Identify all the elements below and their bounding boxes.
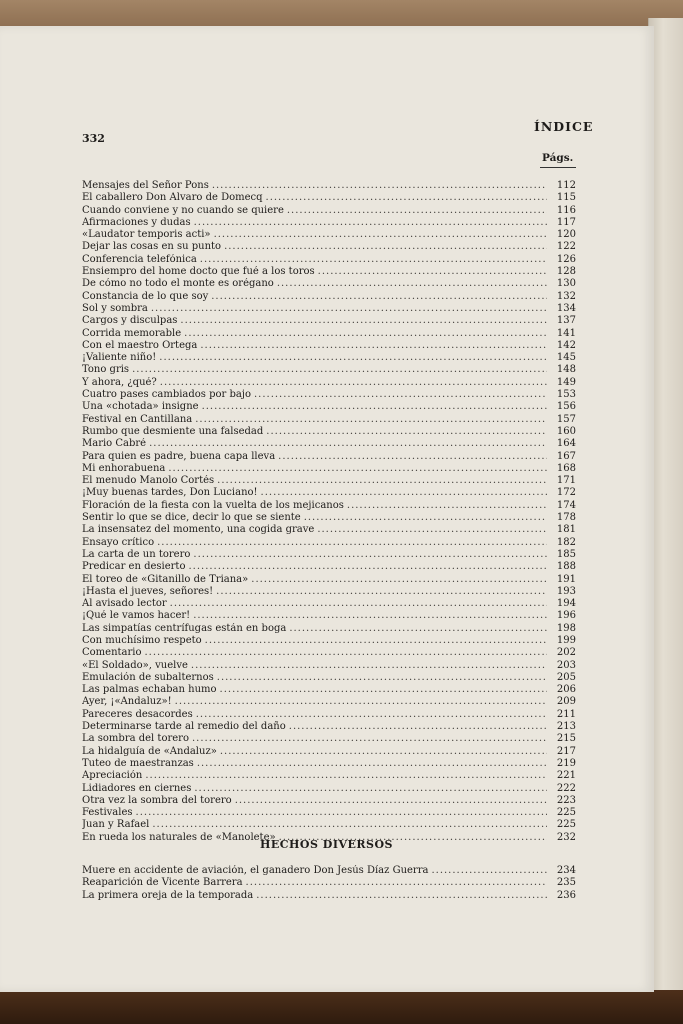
dot-leader bbox=[168, 463, 547, 475]
entry-title: El caballero Don Alvaro de Domecq bbox=[82, 192, 263, 204]
entry-page-number: 168 bbox=[556, 462, 576, 474]
dot-leader bbox=[266, 426, 547, 438]
entry-page-number: 232 bbox=[556, 831, 576, 843]
entry-page-number: 120 bbox=[556, 229, 576, 241]
dot-leader bbox=[194, 217, 547, 229]
dot-leader bbox=[193, 610, 547, 622]
index-entry bbox=[82, 278, 576, 290]
index-entry bbox=[82, 328, 576, 340]
entry-page-number: 236 bbox=[556, 889, 576, 901]
index-entry bbox=[82, 315, 576, 327]
index-entry bbox=[82, 647, 576, 659]
entry-title: Mi enhorabuena bbox=[82, 462, 166, 474]
entry-title: La sombra del torero bbox=[82, 733, 189, 745]
dot-leader bbox=[220, 746, 547, 758]
entry-page-number: 157 bbox=[556, 413, 576, 425]
entry-page-number: 126 bbox=[556, 253, 576, 265]
entry-page-number: 209 bbox=[556, 696, 576, 708]
entry-title: Las palmas echaban humo bbox=[82, 684, 217, 696]
dot-leader bbox=[287, 205, 547, 217]
entry-page-number: 225 bbox=[556, 819, 576, 831]
entry-title: Apreciación bbox=[82, 770, 143, 782]
index-entry bbox=[82, 192, 576, 204]
entry-title: Cuando conviene y no cuando se quiere bbox=[82, 204, 284, 216]
index-entry bbox=[82, 574, 576, 586]
index-entry bbox=[82, 303, 576, 315]
index-entry bbox=[82, 180, 576, 192]
index-entry bbox=[82, 783, 576, 795]
index-entry bbox=[82, 770, 576, 782]
entry-title: Festivales bbox=[82, 807, 133, 819]
pages-column-label: Págs. bbox=[542, 152, 574, 164]
index-entry bbox=[82, 512, 576, 524]
entry-page-number: 167 bbox=[556, 450, 576, 462]
entry-page-number: 196 bbox=[556, 610, 576, 622]
entry-page-number: 130 bbox=[556, 278, 576, 290]
index-entry bbox=[82, 537, 576, 549]
dot-leader bbox=[202, 401, 547, 413]
entry-title: Muere en accidente de aviación, el ganadero Don Jesús Díaz Guerra bbox=[82, 865, 429, 876]
pages-label-rule bbox=[540, 167, 576, 168]
entry-page-number: 115 bbox=[556, 192, 576, 204]
entry-page-number: 145 bbox=[556, 352, 576, 364]
entry-title: «Laudator temporis acti» bbox=[82, 229, 211, 241]
entry-page-number: 164 bbox=[556, 438, 576, 450]
table-surface-bottom bbox=[0, 990, 683, 1024]
entry-title: Corrida memorable bbox=[82, 327, 182, 339]
dot-leader bbox=[191, 660, 547, 672]
index-entry bbox=[82, 463, 576, 475]
entry-title: ¡Muy buenas tardes, Don Luciano! bbox=[82, 487, 258, 499]
index-entry bbox=[82, 475, 576, 487]
entry-page-number: 160 bbox=[556, 425, 576, 437]
index-entry bbox=[82, 586, 576, 598]
dot-leader bbox=[132, 364, 547, 376]
entry-page-number: 199 bbox=[556, 634, 576, 646]
entry-title: Afirmaciones y dudas bbox=[82, 216, 191, 228]
entry-page-number: 198 bbox=[556, 622, 576, 634]
dot-leader bbox=[157, 537, 547, 549]
dot-leader bbox=[192, 733, 547, 745]
entry-page-number: 221 bbox=[556, 770, 576, 782]
index-entry bbox=[82, 389, 576, 401]
entry-page-number: 213 bbox=[556, 721, 576, 733]
entry-title: Tono gris bbox=[82, 364, 130, 376]
index-entry bbox=[82, 426, 576, 438]
entry-page-number: 206 bbox=[556, 684, 576, 696]
entry-title: Cargos y disculpas bbox=[82, 315, 178, 327]
entry-page-number: 181 bbox=[556, 524, 576, 536]
page-number: 332 bbox=[82, 132, 105, 145]
dot-leader bbox=[193, 549, 547, 561]
dot-leader bbox=[304, 512, 547, 524]
dot-leader bbox=[197, 758, 547, 770]
entry-title: Ayer, ¡«Andaluz»! bbox=[82, 696, 172, 708]
dot-leader bbox=[188, 561, 547, 573]
dot-leader bbox=[289, 721, 547, 733]
entry-page-number: 156 bbox=[556, 401, 576, 413]
entry-title: Sol y sombra bbox=[82, 302, 148, 314]
entry-page-number: 112 bbox=[556, 180, 576, 191]
index-entry bbox=[82, 217, 576, 229]
dot-leader bbox=[200, 254, 547, 266]
dot-leader bbox=[145, 770, 547, 782]
entry-title: Conferencia telefónica bbox=[82, 253, 197, 265]
entry-title: La primera oreja de la temporada bbox=[82, 889, 254, 901]
entry-page-number: 205 bbox=[556, 671, 576, 683]
entry-page-number: 203 bbox=[556, 659, 576, 671]
dot-leader bbox=[195, 414, 547, 426]
index-entry bbox=[82, 451, 576, 463]
entry-page-number: 178 bbox=[556, 512, 576, 524]
index-entry bbox=[82, 795, 576, 807]
dot-leader bbox=[224, 241, 547, 253]
index-entry bbox=[82, 877, 576, 889]
entry-title: Con el maestro Ortega bbox=[82, 339, 198, 351]
dot-leader bbox=[217, 672, 547, 684]
index-entry bbox=[82, 672, 576, 684]
entry-title: Constancia de lo que soy bbox=[82, 290, 209, 302]
dot-leader bbox=[235, 795, 547, 807]
entry-page-number: 217 bbox=[556, 745, 576, 757]
dot-leader bbox=[200, 340, 547, 352]
entry-title: Sentir lo que se dice, decir lo que se siente bbox=[82, 512, 301, 524]
index-entry bbox=[82, 254, 576, 266]
index-entry bbox=[82, 758, 576, 770]
index-entry bbox=[82, 229, 576, 241]
entry-page-number: 219 bbox=[556, 757, 576, 769]
entry-title: Con muchísimo respeto bbox=[82, 634, 202, 646]
dot-leader bbox=[170, 598, 547, 610]
dot-leader bbox=[216, 586, 547, 598]
dot-leader bbox=[317, 524, 547, 536]
entry-title: ¡Qué le vamos hacer! bbox=[82, 610, 191, 622]
index-entry bbox=[82, 635, 576, 647]
entry-title: El menudo Manolo Cortés bbox=[82, 475, 215, 487]
index-entry bbox=[82, 610, 576, 622]
entry-title: Festival en Cantillana bbox=[82, 413, 193, 425]
entry-page-number: 141 bbox=[556, 327, 576, 339]
hechos-diversos-list bbox=[82, 865, 576, 902]
index-entry bbox=[82, 549, 576, 561]
entry-title: Floración de la fiesta con la vuelta de los mejicanos bbox=[82, 499, 344, 511]
index-entry bbox=[82, 438, 576, 450]
dot-leader bbox=[160, 377, 547, 389]
dot-leader bbox=[212, 180, 547, 192]
dot-leader bbox=[277, 278, 547, 290]
entry-title: Ensiempro del home docto que fué a los toros bbox=[82, 266, 315, 278]
entry-page-number: 117 bbox=[556, 216, 576, 228]
dot-leader bbox=[136, 807, 547, 819]
index-entry bbox=[82, 721, 576, 733]
dot-leader bbox=[318, 266, 547, 278]
dot-leader bbox=[145, 647, 548, 659]
entry-page-number: 234 bbox=[556, 865, 576, 876]
entry-title: Predicar en desierto bbox=[82, 561, 186, 573]
entry-title: Tuteo de maestranzas bbox=[82, 757, 194, 769]
entry-title: Una «chotada» insigne bbox=[82, 401, 199, 413]
entry-title: Juan y Rafael bbox=[82, 819, 150, 831]
entry-title: Cuatro pases cambiados por bajo bbox=[82, 389, 251, 401]
entry-page-number: 149 bbox=[556, 376, 576, 388]
entry-title: Rumbo que desmiente una falsedad bbox=[82, 425, 264, 437]
index-entry bbox=[82, 660, 576, 672]
entry-page-number: 191 bbox=[556, 573, 576, 585]
dot-leader bbox=[180, 315, 547, 327]
dot-leader bbox=[211, 291, 547, 303]
entry-title: Pareceres desacordes bbox=[82, 708, 193, 720]
dot-leader bbox=[214, 229, 547, 241]
entry-title: ¡Hasta el jueves, señores! bbox=[82, 585, 214, 597]
index-entry bbox=[82, 241, 576, 253]
entry-page-number: 148 bbox=[556, 364, 576, 376]
entry-title: Mario Cabré bbox=[82, 438, 147, 450]
index-entry bbox=[82, 696, 576, 708]
entry-title: Lidiadores en ciernes bbox=[82, 782, 192, 794]
entry-page-number: 122 bbox=[556, 241, 576, 253]
index-entry bbox=[82, 709, 576, 721]
book-page bbox=[0, 26, 654, 992]
section-heading-hechos-diversos: HECHOS DIVERSOS bbox=[260, 838, 393, 851]
index-title: ÍNDICE bbox=[534, 119, 594, 134]
dot-leader bbox=[254, 389, 547, 401]
entry-title: Las simpatías centrífugas están en boga bbox=[82, 622, 287, 634]
entry-page-number: 116 bbox=[556, 204, 576, 216]
dot-leader bbox=[159, 352, 547, 364]
entry-page-number: 188 bbox=[556, 561, 576, 573]
index-entry bbox=[82, 352, 576, 364]
entry-title: Otra vez la sombra del torero bbox=[82, 794, 232, 806]
dot-leader bbox=[194, 783, 547, 795]
entry-page-number: 194 bbox=[556, 598, 576, 610]
dot-leader bbox=[278, 451, 547, 463]
dot-leader bbox=[220, 684, 547, 696]
entry-page-number: 172 bbox=[556, 487, 576, 499]
index-entry bbox=[82, 500, 576, 512]
entry-page-number: 182 bbox=[556, 536, 576, 548]
dot-leader bbox=[246, 877, 547, 889]
index-entry bbox=[82, 598, 576, 610]
entry-title: ¡Valiente niño! bbox=[82, 352, 157, 364]
index-entry bbox=[82, 364, 576, 376]
dot-leader bbox=[184, 328, 547, 340]
dot-leader bbox=[205, 635, 547, 647]
index-entry bbox=[82, 340, 576, 352]
dot-leader bbox=[149, 438, 547, 450]
index-entry bbox=[82, 890, 576, 902]
entry-title: Ensayo crítico bbox=[82, 536, 155, 548]
index-entry bbox=[82, 377, 576, 389]
entry-page-number: 222 bbox=[556, 782, 576, 794]
index-entry bbox=[82, 401, 576, 413]
entry-page-number: 235 bbox=[556, 877, 576, 889]
entry-page-number: 137 bbox=[556, 315, 576, 327]
dot-leader bbox=[151, 303, 547, 315]
entry-page-number: 128 bbox=[556, 266, 576, 278]
entry-title: Comentario bbox=[82, 647, 142, 659]
index-entry bbox=[82, 524, 576, 536]
dot-leader bbox=[289, 623, 547, 635]
entry-page-number: 193 bbox=[556, 585, 576, 597]
entry-title: Reaparición de Vicente Barrera bbox=[82, 877, 243, 889]
entry-page-number: 174 bbox=[556, 499, 576, 511]
entry-page-number: 211 bbox=[556, 708, 576, 720]
entry-title: Y ahora, ¿qué? bbox=[82, 376, 157, 388]
entry-title: Emulación de subalternos bbox=[82, 671, 214, 683]
dot-leader bbox=[175, 696, 547, 708]
dot-leader bbox=[196, 709, 547, 721]
entry-page-number: 134 bbox=[556, 302, 576, 314]
index-entry bbox=[82, 733, 576, 745]
entry-page-number: 153 bbox=[556, 389, 576, 401]
index-entry bbox=[82, 487, 576, 499]
index-entry bbox=[82, 819, 576, 831]
dot-leader bbox=[256, 890, 547, 902]
entry-title: La hidalguía de «Andaluz» bbox=[82, 745, 217, 757]
entry-title: La carta de un torero bbox=[82, 548, 191, 560]
entry-page-number: 171 bbox=[556, 475, 576, 487]
dot-leader bbox=[347, 500, 547, 512]
index-entry bbox=[82, 291, 576, 303]
dot-leader bbox=[251, 574, 547, 586]
dot-leader bbox=[431, 865, 547, 877]
index-entry bbox=[82, 684, 576, 696]
entry-title: Determinarse tarde al remedio del daño bbox=[82, 721, 286, 733]
entry-page-number: 223 bbox=[556, 794, 576, 806]
entry-title: «El Soldado», vuelve bbox=[82, 659, 188, 671]
entry-title: De cómo no todo el monte es orégano bbox=[82, 278, 274, 290]
dot-leader bbox=[217, 475, 547, 487]
index-entry bbox=[82, 205, 576, 217]
index-entry bbox=[82, 865, 576, 877]
entry-title: Para quien es padre, buena capa lleva bbox=[82, 450, 276, 462]
index-entry bbox=[82, 746, 576, 758]
dot-leader bbox=[261, 487, 547, 499]
entry-page-number: 142 bbox=[556, 339, 576, 351]
index-list bbox=[82, 180, 576, 844]
entry-title: La insensatez del momento, una cogida grave bbox=[82, 524, 315, 536]
entry-title: El toreo de «Gitanillo de Triana» bbox=[82, 573, 249, 585]
index-entry bbox=[82, 807, 576, 819]
entry-title: Mensajes del Señor Pons bbox=[82, 180, 209, 191]
entry-title: Dejar las cosas en su punto bbox=[82, 241, 222, 253]
dot-leader bbox=[266, 192, 547, 204]
dot-leader bbox=[152, 819, 547, 831]
entry-title: En rueda los naturales de «Manolete» bbox=[82, 831, 276, 843]
index-entry bbox=[82, 266, 576, 278]
entry-title: Al avisado lector bbox=[82, 598, 167, 610]
index-entry bbox=[82, 561, 576, 573]
entry-page-number: 225 bbox=[556, 807, 576, 819]
entry-page-number: 202 bbox=[556, 647, 576, 659]
entry-page-number: 132 bbox=[556, 290, 576, 302]
index-entry bbox=[82, 623, 576, 635]
index-entry bbox=[82, 414, 576, 426]
entry-page-number: 215 bbox=[556, 733, 576, 745]
entry-page-number: 185 bbox=[556, 548, 576, 560]
